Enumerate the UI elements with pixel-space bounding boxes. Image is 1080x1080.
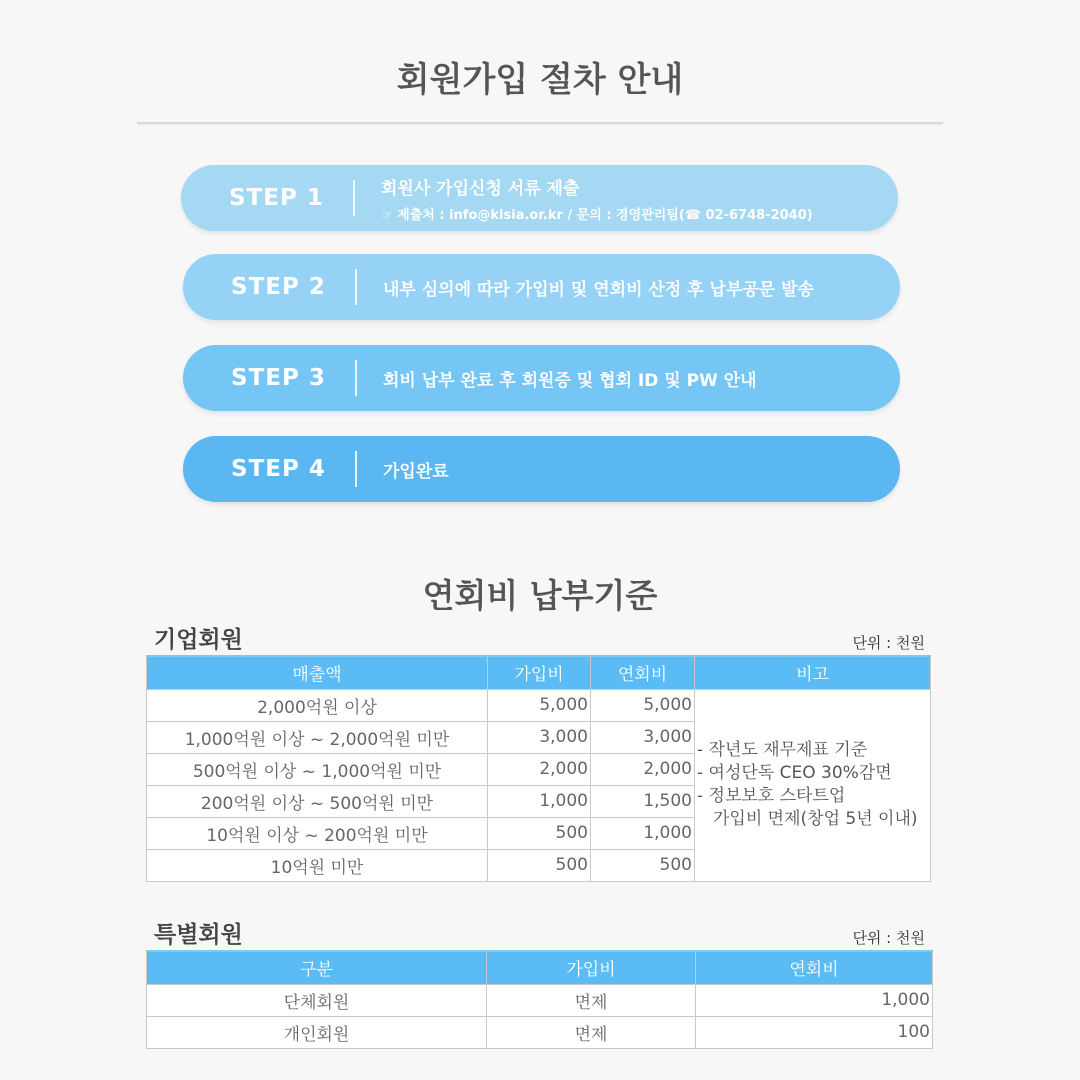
step-3 (183, 345, 900, 411)
annual-fee-cell: 1,500 (591, 785, 695, 817)
join-fee-cell: 500 (488, 817, 591, 849)
step-3-text: 회비 납부 완료 후 회원증 및 협회 ID 및 PW 안내 (383, 370, 757, 391)
step-1 (181, 165, 898, 231)
header-join-fee: 가입비 (487, 951, 696, 984)
special-header-row (147, 951, 933, 984)
corporate-unit: 단위 : 천원 (852, 634, 925, 652)
join-fee-cell: 500 (488, 849, 591, 881)
step-2-separator (355, 269, 357, 305)
step-4-separator (355, 451, 357, 487)
annual-fee-cell: 100 (696, 1016, 933, 1048)
step-4-text: 가입완료 (383, 461, 449, 482)
table-row (147, 984, 933, 1016)
page-title: 회원가입 절차 안내 (396, 60, 684, 100)
join-fee-cell: 면제 (487, 1016, 696, 1048)
annual-fee-cell: 3,000 (591, 721, 695, 753)
annual-fee-cell: 5,000 (591, 689, 695, 721)
special-title: 특별회원 (154, 922, 243, 948)
revenue-cell: 500억원 이상 ~ 1,000억원 미만 (147, 753, 488, 785)
annual-fee-cell: 1,000 (591, 817, 695, 849)
step-1-text-group (381, 174, 813, 223)
step-3-label: STEP 3 (231, 365, 326, 391)
join-fee-cell: 1,000 (488, 785, 591, 817)
step-1-text: 회원사 가입신청 서류 제출 (381, 178, 580, 199)
header-category: 구분 (147, 951, 487, 984)
join-fee-cell: 면제 (487, 984, 696, 1016)
corporate-fee-table (146, 655, 931, 882)
step-2-text: 내부 심의에 따라 가입비 및 연회비 산정 후 납부공문 발송 (383, 279, 814, 300)
corporate-title: 기업회원 (154, 627, 243, 653)
step-2 (183, 254, 900, 320)
note-line: - 정보보호 스타트업 (697, 786, 846, 806)
step-1-separator (353, 180, 355, 216)
step-3-separator (355, 360, 357, 396)
step-1-contact: ☞ 제출처 : info@kisia.or.kr / 문의 : 경영관리팀(☎ 02-6748-2040) (381, 207, 813, 223)
revenue-cell: 2,000억원 이상 (147, 689, 488, 721)
note-line: 가입비 면제(창업 5년 이내) (713, 809, 918, 829)
revenue-cell: 10억원 미만 (147, 849, 488, 881)
special-fee-table (146, 950, 933, 1049)
table-row (147, 1016, 933, 1048)
step-1-label: STEP 1 (229, 185, 324, 211)
step-4 (183, 436, 900, 502)
step-2-label: STEP 2 (231, 274, 326, 300)
corporate-header-row (147, 656, 931, 689)
category-cell: 단체회원 (147, 984, 487, 1016)
revenue-cell: 1,000억원 이상 ~ 2,000억원 미만 (147, 721, 488, 753)
join-fee-cell: 2,000 (488, 753, 591, 785)
header-annual-fee: 연회비 (591, 656, 695, 689)
note-cell (695, 689, 931, 881)
special-unit: 단위 : 천원 (852, 929, 925, 947)
header-note: 비고 (695, 656, 931, 689)
step-4-label: STEP 4 (231, 456, 326, 482)
header-annual-fee: 연회비 (696, 951, 933, 984)
title-divider (137, 122, 943, 125)
note-line: - 여성단독 CEO 30%감면 (697, 763, 892, 783)
table-row (147, 689, 931, 721)
revenue-cell: 200억원 이상 ~ 500억원 미만 (147, 785, 488, 817)
annual-fee-cell: 1,000 (696, 984, 933, 1016)
join-fee-cell: 5,000 (488, 689, 591, 721)
join-fee-cell: 3,000 (488, 721, 591, 753)
header-revenue: 매출액 (147, 656, 488, 689)
fee-section-title: 연회비 납부기준 (422, 576, 658, 615)
header-join-fee: 가입비 (488, 656, 591, 689)
revenue-cell: 10억원 이상 ~ 200억원 미만 (147, 817, 488, 849)
annual-fee-cell: 500 (591, 849, 695, 881)
note-line: - 작년도 재무제표 기준 (697, 740, 868, 760)
annual-fee-cell: 2,000 (591, 753, 695, 785)
category-cell: 개인회원 (147, 1016, 487, 1048)
